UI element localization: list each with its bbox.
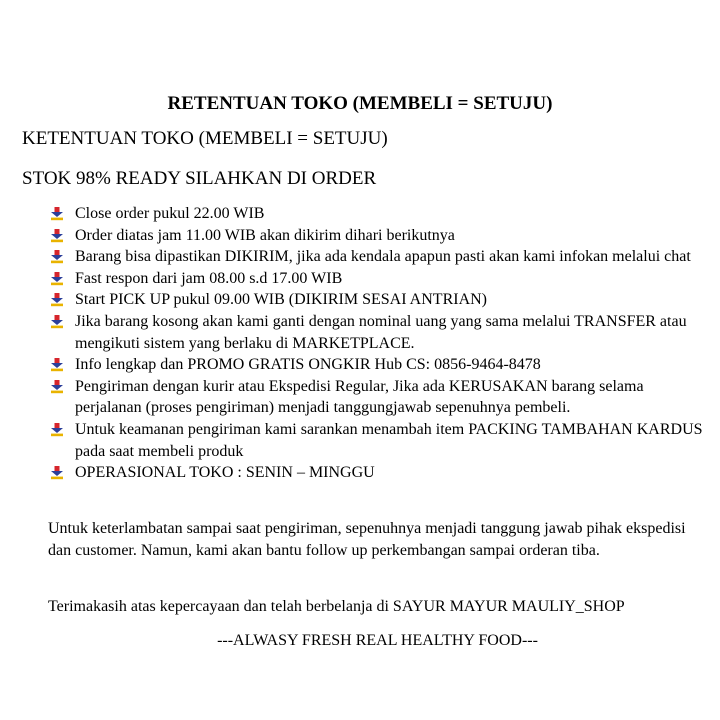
rule-item xyxy=(48,289,708,311)
rule-item xyxy=(48,376,708,419)
footer-tagline: ---ALWASY FRESH REAL HEALTHY FOOD--- xyxy=(217,632,538,649)
colored-arrow-bullet-icon xyxy=(50,272,64,286)
colored-arrow-bullet-icon xyxy=(50,229,64,243)
rule-item xyxy=(48,311,708,354)
colored-arrow-bullet-icon xyxy=(50,250,64,264)
colored-arrow-bullet-icon xyxy=(50,293,64,307)
colored-arrow-bullet-icon xyxy=(50,380,64,394)
rule-text: Close order pukul 22.00 WIB xyxy=(75,205,265,222)
rule-text: Barang bisa dipastikan DIKIRIM, jika ada kendala apapun pasti akan kami infokan melalui chat xyxy=(75,248,691,266)
delay-notice-paragraph: Untuk keterlambatan sampai saat pengiriman, sepenuhnya menjadi tanggung jawab pihak ekspedisi dan customer. Namun, kami akan bantu follow up perkembangan sampai orderan tiba. xyxy=(48,520,686,559)
rule-text: Pengiriman dengan kurir atau Ekspedisi Regular, Jika ada KERUSAKAN barang selama perjalanan (proses pengiriman) menjadi tanggungjawab sepenuhnya pembeli. xyxy=(75,377,644,417)
rule-text: Untuk keamanan pengiriman kami sarankan menambah item PACKING TAMBAHAN KARDUS pada saat membeli produk xyxy=(75,420,703,460)
colored-arrow-bullet-icon xyxy=(50,358,64,372)
store-rules-heading: KETENTUAN TOKO (MEMBELI = SETUJU) xyxy=(22,128,388,149)
rule-item xyxy=(48,246,708,268)
thanks-paragraph: Terimakasih atas kepercayaan dan telah berbelanja di SAYUR MAYUR MAULIY_SHOP xyxy=(48,598,625,615)
rule-text: Start PICK UP pukul 09.00 WIB (DIKIRIM SESAI ANTRIAN) xyxy=(75,291,487,309)
rule-text: Order diatas jam 11.00 WIB akan dikirim dihari berikutnya xyxy=(75,226,455,244)
rule-text: Jika barang kosong akan kami ganti dengan nominal uang yang sama melalui TRANSFER atau mengikuti sistem yang berlaku di MARKETPLACE. xyxy=(75,312,687,352)
rule-item xyxy=(48,354,708,376)
colored-arrow-bullet-icon xyxy=(50,207,64,221)
stock-heading: STOK 98% READY SILAHKAN DI ORDER xyxy=(22,168,377,189)
colored-arrow-bullet-icon xyxy=(50,315,64,329)
rule-item xyxy=(48,419,708,462)
colored-arrow-bullet-icon xyxy=(50,466,64,480)
rule-text: Info lengkap dan PROMO GRATIS ONGKIR Hub CS: 0856-9464-8478 xyxy=(75,356,541,374)
rule-item xyxy=(48,268,708,290)
rule-text: OPERASIONAL TOKO : SENIN – MINGGU xyxy=(75,464,375,482)
rule-item xyxy=(48,203,708,225)
rule-text: Fast respon dari jam 08.00 s.d 17.00 WIB xyxy=(75,269,343,287)
colored-arrow-bullet-icon xyxy=(50,423,64,437)
rule-item xyxy=(48,225,708,247)
rule-item xyxy=(48,462,708,484)
document-title: RETENTUAN TOKO (MEMBELI = SETUJU) xyxy=(167,93,553,114)
rules-list xyxy=(48,203,708,484)
